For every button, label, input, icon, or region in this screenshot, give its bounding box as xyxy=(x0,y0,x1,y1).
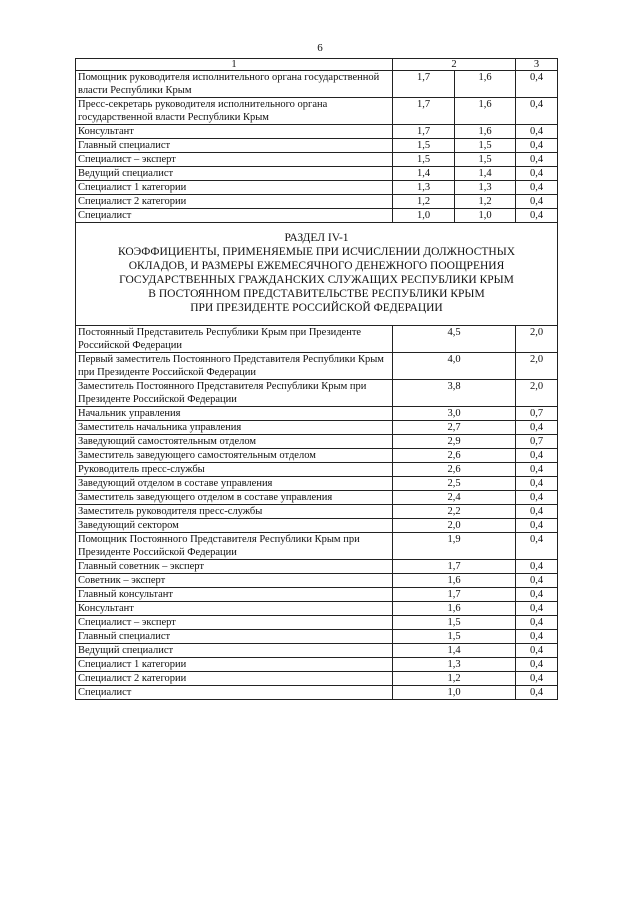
incentive-value: 0,4 xyxy=(516,602,558,616)
coefficient: 2,9 xyxy=(393,435,516,449)
coefficient-b: 1,6 xyxy=(455,71,516,98)
coefficient-a: 1,2 xyxy=(393,195,455,209)
table-row xyxy=(76,533,558,560)
section-heading-row xyxy=(76,223,558,326)
position-name: Заведующий сектором xyxy=(76,519,393,533)
table-row xyxy=(76,195,558,209)
table-row xyxy=(76,491,558,505)
coefficient-b: 1,6 xyxy=(455,98,516,125)
section-heading-line: КОЭФФИЦИЕНТЫ, ПРИМЕНЯЕМЫЕ ПРИ ИСЧИСЛЕНИИ ДОЛЖНОСТНЫХ xyxy=(117,246,516,258)
incentive-value: 0,4 xyxy=(516,153,558,167)
coefficients-table xyxy=(75,58,558,700)
incentive-value: 0,4 xyxy=(516,181,558,195)
table-row xyxy=(76,519,558,533)
position-name: Руководитель пресс-службы xyxy=(76,463,393,477)
table-row xyxy=(76,574,558,588)
position-name: Специалист – эксперт xyxy=(76,616,393,630)
position-name: Специалист xyxy=(76,209,393,223)
coefficient: 2,6 xyxy=(393,463,516,477)
page-number: 6 xyxy=(317,42,323,54)
position-name: Специалист 1 категории xyxy=(76,181,393,195)
position-name: Начальник управления xyxy=(76,407,393,421)
position-name: Заместитель заведующего отделом в составе управления xyxy=(76,491,393,505)
table-row xyxy=(76,463,558,477)
incentive-value: 0,4 xyxy=(516,167,558,181)
incentive-value: 0,4 xyxy=(516,560,558,574)
table-row xyxy=(76,139,558,153)
position-name: Постоянный Представитель Республики Крым при Президенте Российской Федерации xyxy=(76,326,393,353)
coefficient: 1,7 xyxy=(393,560,516,574)
table-row xyxy=(76,167,558,181)
incentive-value: 0,4 xyxy=(516,125,558,139)
table-row xyxy=(76,505,558,519)
incentive-value: 0,4 xyxy=(516,209,558,223)
incentive-value: 0,4 xyxy=(516,616,558,630)
coefficient: 2,4 xyxy=(393,491,516,505)
section-heading-line: РАЗДЕЛ IV-1 xyxy=(284,232,349,244)
incentive-value: 0,7 xyxy=(516,435,558,449)
incentive-value: 0,4 xyxy=(516,644,558,658)
table-row xyxy=(76,435,558,449)
position-name: Специалист xyxy=(76,686,393,700)
coefficient-a: 1,7 xyxy=(393,98,455,125)
header-col-3: 3 xyxy=(516,59,558,71)
coefficient-b: 1,6 xyxy=(455,125,516,139)
incentive-value: 0,4 xyxy=(516,533,558,560)
incentive-value: 0,4 xyxy=(516,574,558,588)
table-row xyxy=(76,353,558,380)
coefficient-a: 1,7 xyxy=(393,71,455,98)
position-name: Специалист 2 категории xyxy=(76,195,393,209)
position-name: Помощник Постоянного Представителя Республики Крым при Президенте Российской Федерации xyxy=(76,533,393,560)
incentive-value: 0,4 xyxy=(516,421,558,435)
table-row xyxy=(76,658,558,672)
position-name: Заведующий самостоятельным отделом xyxy=(76,435,393,449)
table-header-row xyxy=(76,59,558,71)
incentive-value: 0,4 xyxy=(516,519,558,533)
table-row xyxy=(76,98,558,125)
coefficient: 1,9 xyxy=(393,533,516,560)
incentive-value: 0,4 xyxy=(516,98,558,125)
section-heading-line: ПРИ ПРЕЗИДЕНТЕ РОССИЙСКОЙ ФЕДЕРАЦИИ xyxy=(190,302,443,314)
position-name: Заместитель руководителя пресс-службы xyxy=(76,505,393,519)
position-name: Пресс-секретарь руководителя исполнительного органа государственной власти Республики Крым xyxy=(76,98,393,125)
coefficient-b: 1,5 xyxy=(455,153,516,167)
incentive-value: 0,4 xyxy=(516,449,558,463)
table-row xyxy=(76,421,558,435)
coefficient-b: 1,2 xyxy=(455,195,516,209)
incentive-value: 2,0 xyxy=(516,353,558,380)
table-row xyxy=(76,181,558,195)
position-name: Ведущий специалист xyxy=(76,644,393,658)
coefficient: 1,2 xyxy=(393,672,516,686)
position-name: Главный специалист xyxy=(76,139,393,153)
position-name: Первый заместитель Постоянного Представителя Республики Крым при Президенте Российской Федерации xyxy=(76,353,393,380)
position-name: Главный специалист xyxy=(76,630,393,644)
coefficient-a: 1,4 xyxy=(393,167,455,181)
position-name: Заместитель заведующего самостоятельным отделом xyxy=(76,449,393,463)
incentive-value: 2,0 xyxy=(516,326,558,353)
coefficient: 1,5 xyxy=(393,630,516,644)
position-name: Консультант xyxy=(76,602,393,616)
coefficient-b: 1,4 xyxy=(455,167,516,181)
position-name: Заведующий отделом в составе управления xyxy=(76,477,393,491)
position-name: Советник – эксперт xyxy=(76,574,393,588)
position-name: Специалист 1 категории xyxy=(76,658,393,672)
table-row xyxy=(76,602,558,616)
incentive-value: 0,4 xyxy=(516,139,558,153)
incentive-value: 0,7 xyxy=(516,407,558,421)
table-row xyxy=(76,449,558,463)
coefficient-a: 1,3 xyxy=(393,181,455,195)
coefficient: 1,6 xyxy=(393,574,516,588)
section-heading xyxy=(76,223,558,326)
coefficient-b: 1,0 xyxy=(455,209,516,223)
coefficient-a: 1,5 xyxy=(393,139,455,153)
table-row xyxy=(76,588,558,602)
table-row xyxy=(76,616,558,630)
coefficient: 1,0 xyxy=(393,686,516,700)
coefficient: 3,8 xyxy=(393,380,516,407)
coefficient: 2,7 xyxy=(393,421,516,435)
coefficient: 3,0 xyxy=(393,407,516,421)
coefficient-a: 1,7 xyxy=(393,125,455,139)
position-name: Специалист – эксперт xyxy=(76,153,393,167)
table-row xyxy=(76,380,558,407)
incentive-value: 0,4 xyxy=(516,630,558,644)
coefficient: 1,3 xyxy=(393,658,516,672)
incentive-value: 0,4 xyxy=(516,71,558,98)
coefficient: 2,6 xyxy=(393,449,516,463)
coefficient-b: 1,3 xyxy=(455,181,516,195)
section-heading-line: ОКЛАДОВ, И РАЗМЕРЫ ЕЖЕМЕСЯЧНОГО ДЕНЕЖНОГО ПООЩРЕНИЯ xyxy=(128,260,505,272)
table-row xyxy=(76,326,558,353)
position-name: Заместитель Постоянного Представителя Республики Крым при Президенте Российской Федерации xyxy=(76,380,393,407)
coefficient: 1,7 xyxy=(393,588,516,602)
incentive-value: 0,4 xyxy=(516,588,558,602)
coefficient-a: 1,5 xyxy=(393,153,455,167)
table-row xyxy=(76,71,558,98)
incentive-value: 0,4 xyxy=(516,463,558,477)
position-name: Специалист 2 категории xyxy=(76,672,393,686)
table-row xyxy=(76,672,558,686)
table-row xyxy=(76,153,558,167)
incentive-value: 0,4 xyxy=(516,505,558,519)
coefficient-b: 1,5 xyxy=(455,139,516,153)
coefficient: 2,2 xyxy=(393,505,516,519)
section-heading-line: ГОСУДАРСТВЕННЫХ ГРАЖДАНСКИХ СЛУЖАЩИХ РЕСПУБЛИКИ КРЫМ xyxy=(119,274,514,286)
section-heading-line: В ПОСТОЯННОМ ПРЕДСТАВИТЕЛЬСТВЕ РЕСПУБЛИКИ КРЫМ xyxy=(148,288,485,300)
coefficient: 1,6 xyxy=(393,602,516,616)
incentive-value: 0,4 xyxy=(516,672,558,686)
coefficient-a: 1,0 xyxy=(393,209,455,223)
table-row xyxy=(76,644,558,658)
coefficient: 1,5 xyxy=(393,616,516,630)
coefficient: 4,5 xyxy=(393,326,516,353)
table-row xyxy=(76,630,558,644)
position-name: Главный консультант xyxy=(76,588,393,602)
table-row xyxy=(76,407,558,421)
coefficient: 1,4 xyxy=(393,644,516,658)
incentive-value: 0,4 xyxy=(516,477,558,491)
coefficient: 2,0 xyxy=(393,519,516,533)
incentive-value: 0,4 xyxy=(516,195,558,209)
position-name: Заместитель начальника управления xyxy=(76,421,393,435)
incentive-value: 0,4 xyxy=(516,686,558,700)
position-name: Консультант xyxy=(76,125,393,139)
table-row xyxy=(76,686,558,700)
position-name: Ведущий специалист xyxy=(76,167,393,181)
position-name: Помощник руководителя исполнительного органа государственной власти Республики Крым xyxy=(76,71,393,98)
position-name: Главный советник – эксперт xyxy=(76,560,393,574)
header-col-2: 2 xyxy=(393,59,516,71)
table-row xyxy=(76,209,558,223)
coefficient: 4,0 xyxy=(393,353,516,380)
table-row xyxy=(76,477,558,491)
coefficient: 2,5 xyxy=(393,477,516,491)
incentive-value: 0,4 xyxy=(516,658,558,672)
incentive-value: 2,0 xyxy=(516,380,558,407)
header-col-1: 1 xyxy=(76,59,393,71)
incentive-value: 0,4 xyxy=(516,491,558,505)
table-row xyxy=(76,125,558,139)
table-row xyxy=(76,560,558,574)
